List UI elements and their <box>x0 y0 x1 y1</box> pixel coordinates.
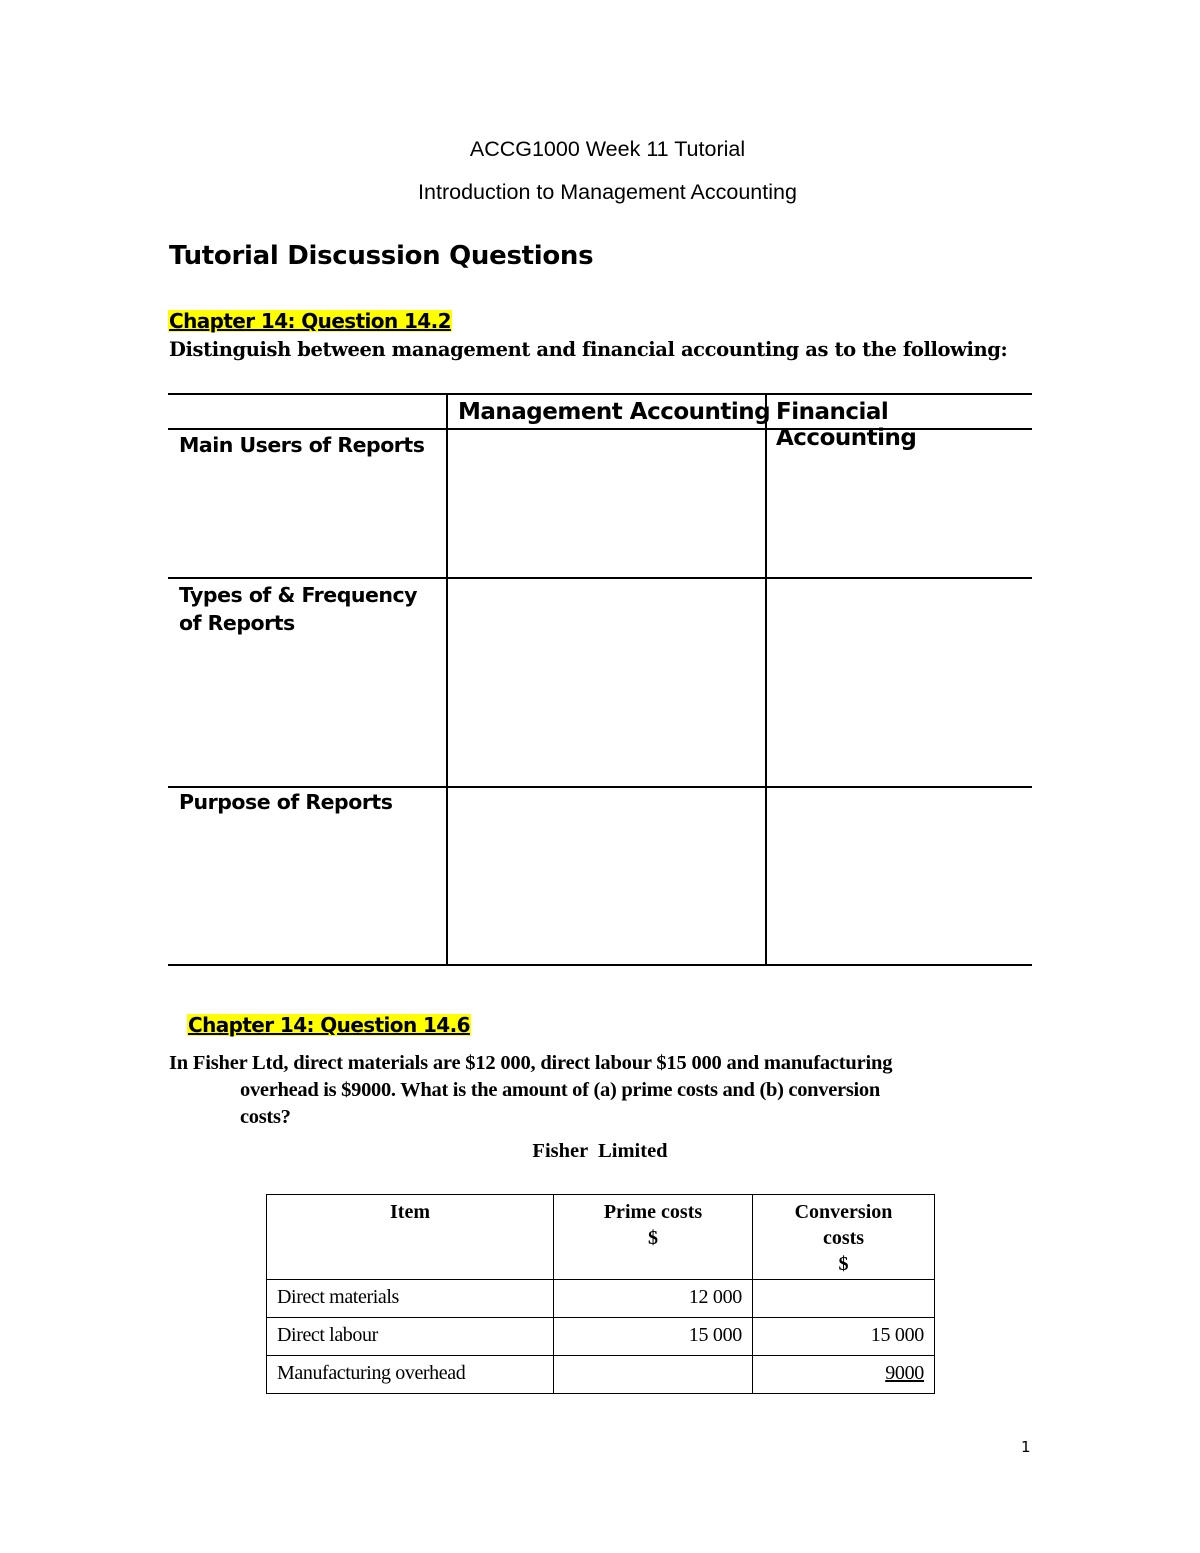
page-number: 1 <box>1021 1438 1031 1456</box>
header-prime-line2: $ <box>648 1227 658 1249</box>
header-conv-line3: $ <box>838 1253 849 1275</box>
column-header-financial: Financial Accounting <box>776 399 917 451</box>
row-header-types-frequency: Types of & Frequency of Reports <box>179 583 417 635</box>
cost-table-header <box>267 1195 935 1280</box>
question-14-6-prompt <box>169 1050 1039 1131</box>
column-header-management: Management Accounting <box>458 399 771 425</box>
header-prime-costs <box>554 1195 753 1280</box>
question-14-2-prompt: Distinguish between management and financial accounting as to the following: <box>169 338 1008 361</box>
section-heading: Tutorial Discussion Questions <box>169 241 594 271</box>
cell-item: Direct materials <box>267 1280 554 1318</box>
table-rule-row1 <box>168 577 1032 579</box>
cell-prime: 12 000 <box>554 1280 753 1318</box>
document-title: ACCG1000 Week 11 Tutorial <box>469 137 746 161</box>
table-row <box>267 1280 935 1318</box>
header-conv-line1: Conversion <box>794 1201 893 1223</box>
header-conv-line2: costs <box>822 1227 865 1249</box>
header-item <box>267 1195 554 1280</box>
cell-conversion <box>753 1280 935 1318</box>
row-header-main-users: Main Users of Reports <box>179 433 425 457</box>
row-header-purpose: Purpose of Reports <box>179 790 393 814</box>
header-conversion-costs <box>753 1195 935 1280</box>
table-rule-bottom <box>168 964 1032 966</box>
table-divider-2 <box>765 393 767 965</box>
table-divider-1 <box>446 393 448 965</box>
cell-item: Direct labour <box>267 1318 554 1356</box>
prompt-line-3: costs? <box>240 1106 291 1128</box>
company-name: Fisher Limited <box>532 1140 668 1162</box>
cost-table <box>266 1194 935 1394</box>
chapter-question-14-6-heading: Chapter 14: Question 14.6 <box>188 1013 470 1037</box>
cell-prime: 15 000 <box>554 1318 753 1356</box>
cell-conversion-value: 9000 <box>885 1362 924 1384</box>
table-row <box>267 1356 935 1394</box>
table-rule-top <box>168 393 1032 395</box>
comparison-table <box>168 393 1032 965</box>
cell-prime <box>554 1356 753 1394</box>
prompt-line-2: overhead is $9000. What is the amount of (a) prime costs and (b) conversion <box>240 1079 880 1101</box>
cell-conversion: 15 000 <box>753 1318 935 1356</box>
document-subtitle: Introduction to Management Accounting <box>418 180 797 204</box>
chapter-question-14-2-heading: Chapter 14: Question 14.2 <box>169 309 451 333</box>
header-prime-line1: Prime costs <box>603 1201 703 1223</box>
prompt-line-1: In Fisher Ltd, direct materials are $12 000, direct labour $15 000 and manufacturing <box>169 1052 893 1074</box>
table-row <box>267 1318 935 1356</box>
cell-conversion <box>753 1356 935 1394</box>
header-item-label: Item <box>390 1201 430 1223</box>
cell-item: Manufacturing overhead <box>267 1356 554 1394</box>
